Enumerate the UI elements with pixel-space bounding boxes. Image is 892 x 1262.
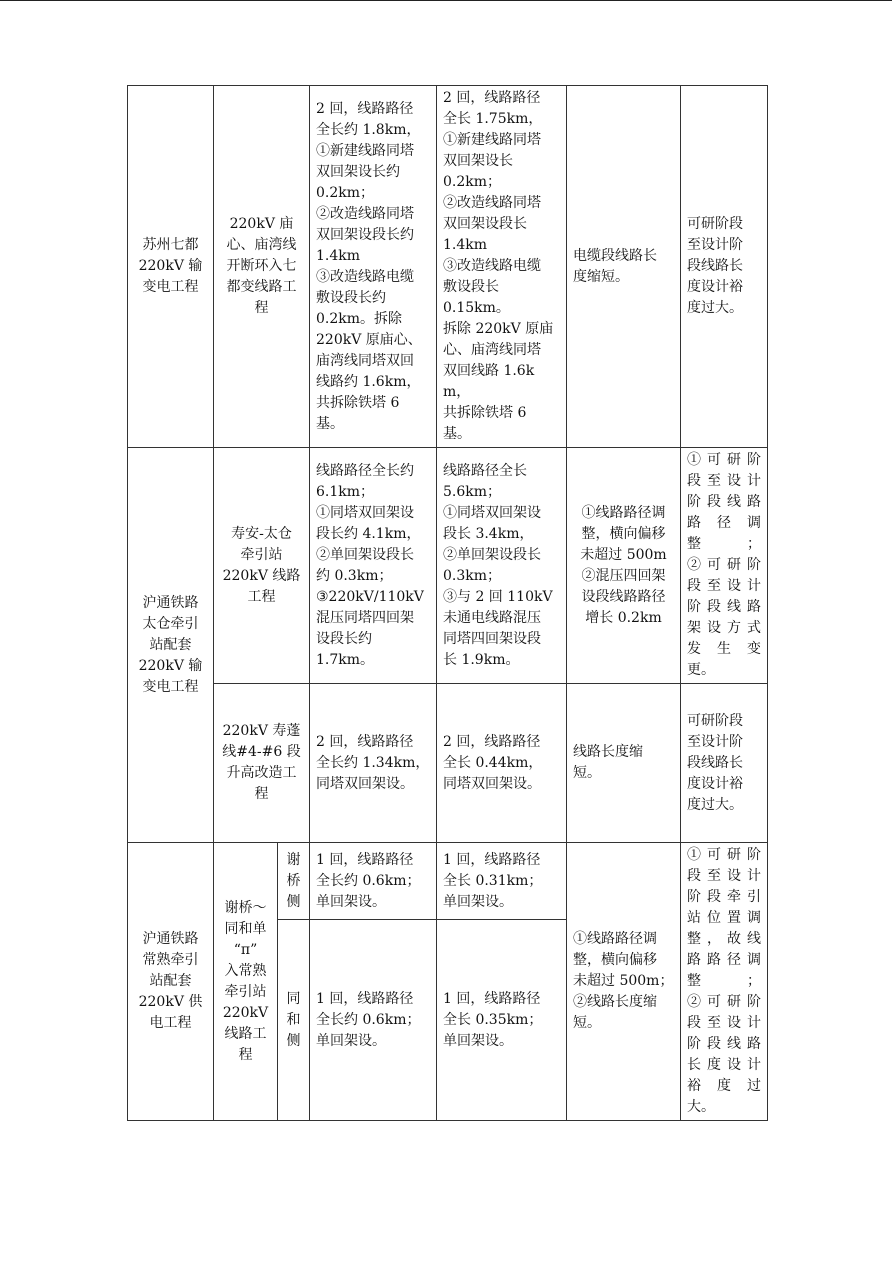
cell-text-line: 至设计阶 bbox=[687, 733, 743, 750]
cell-text-line: 牵引站 bbox=[240, 546, 283, 563]
table-row bbox=[128, 684, 768, 843]
cell-text-line: 段至设计 bbox=[687, 578, 761, 594]
cell-text-line: ①新建线路同塔 bbox=[443, 132, 541, 148]
cell-text-line: 心、庙湾线 bbox=[226, 237, 297, 253]
cell-text-line: 1 回，线路路径 bbox=[316, 851, 414, 868]
cell-text-line: 未超过 500m bbox=[580, 546, 667, 563]
table-row bbox=[128, 843, 768, 920]
line-name-cell bbox=[214, 448, 310, 684]
cell-text-line: ③220kV/110kV bbox=[316, 588, 424, 605]
cell-text-line: ①可研阶 bbox=[687, 452, 761, 468]
cell-text-line: 段长约 4.1km， bbox=[316, 525, 421, 542]
cell-text-line: 基。 bbox=[316, 415, 344, 432]
cell-text-line: 220kV 供 bbox=[138, 994, 203, 1010]
cell-text-line: 单回架设。 bbox=[316, 1032, 386, 1049]
cell-text-line: ②混压四回架 bbox=[581, 567, 666, 584]
change-cell bbox=[567, 684, 681, 843]
cell-text-line: ①同塔双回架设 bbox=[443, 504, 541, 521]
change-cell bbox=[567, 448, 681, 684]
cell-text-line: 1.7km。 bbox=[316, 651, 375, 668]
cell-text-line: 约 0.3km； bbox=[316, 567, 393, 584]
cell-text-line: 1 回，线路路径 bbox=[316, 990, 414, 1007]
cell-text-line: ②线路长度缩 bbox=[573, 994, 657, 1010]
cell-text-line: 1 回，线路路径 bbox=[443, 990, 541, 1007]
cell-text-line: 短。 bbox=[573, 1015, 601, 1031]
cell-text-line: 站配套 bbox=[149, 636, 192, 653]
cell-text-line: 开断环入七 bbox=[226, 258, 297, 274]
cell-text-line: 沪通铁路 bbox=[142, 931, 199, 947]
cell-text-line: 双回线路 1.6km， bbox=[443, 363, 535, 400]
cell-text-line: 苏州七都 bbox=[142, 237, 199, 253]
side-label-cell bbox=[278, 920, 310, 1121]
reason-cell bbox=[681, 684, 768, 843]
cell-text-line: 6.1km； bbox=[316, 483, 375, 500]
cell-text-line: 阶段牵引 bbox=[687, 889, 761, 905]
cell-text-line: 度缩短。 bbox=[573, 268, 629, 285]
cell-text-line: 长 1.9km。 bbox=[443, 651, 520, 668]
table-row bbox=[128, 86, 768, 448]
cell-text-line: 增长 0.2km bbox=[585, 609, 662, 626]
cell-text-line: 0.15km。 bbox=[443, 300, 510, 316]
cell-text-line: 敷设段长 bbox=[443, 279, 499, 295]
change-cell bbox=[567, 86, 681, 448]
cell-text-line: 整，故线 bbox=[687, 931, 761, 947]
cell-text-line: 谢 bbox=[286, 851, 301, 868]
cell-text-line: 变电工程 bbox=[142, 279, 199, 295]
cell-text-line: 全长 0.35km； bbox=[443, 1011, 543, 1028]
cell-text-line: 线路长度缩 bbox=[573, 744, 643, 760]
cell-text-line: 整，横向偏移 bbox=[573, 952, 657, 968]
project-change-table bbox=[127, 85, 768, 1121]
cell-text-line: 全长约 1.34km， bbox=[316, 754, 430, 771]
page-top-rule bbox=[0, 0, 892, 1]
cell-text-line: ②单回架设段长 bbox=[316, 546, 414, 563]
cell-text-line: 站配套 bbox=[149, 973, 192, 989]
cell-text-line: 整，横向偏移 bbox=[581, 525, 666, 542]
cell-text-line: 全长约 0.6km； bbox=[316, 1011, 421, 1028]
cell-text-line: ①可研阶 bbox=[687, 847, 761, 863]
cell-text-line: 发 生 变 bbox=[687, 641, 761, 657]
cell-text-line: 0.2km。拆除 bbox=[316, 310, 403, 327]
cell-text-line: 心、庙湾线同塔 bbox=[443, 342, 541, 358]
cell-text-line: 单回架设。 bbox=[316, 893, 386, 910]
cell-text-line: 2 回，线路路径 bbox=[316, 100, 414, 117]
cell-text-line: 0.2km； bbox=[443, 174, 502, 190]
cell-text-line: 同塔双回架设。 bbox=[316, 775, 414, 792]
cell-text-line: 220kV 原庙心、 bbox=[316, 331, 422, 348]
cell-text-line: 段长 3.4km， bbox=[443, 525, 534, 542]
cell-text-line: 桥 bbox=[286, 872, 301, 889]
cell-text-line: ①新建线路同塔 bbox=[316, 142, 414, 159]
cell-text-line: 太仓牵引 bbox=[142, 615, 199, 632]
cell-text-line: 度过大。 bbox=[687, 796, 743, 813]
stage1-scale-cell bbox=[310, 448, 437, 684]
cell-text-line: 混压同塔四回架 bbox=[316, 609, 414, 626]
stage1-scale-cell bbox=[310, 920, 437, 1121]
cell-text-line: 2 回，线路路径 bbox=[443, 90, 541, 106]
cell-text-line: 可研阶段 bbox=[687, 216, 743, 232]
cell-text-line: 220kV bbox=[222, 1004, 269, 1021]
cell-text-line: 站位置调 bbox=[687, 910, 761, 926]
cell-text-line: “π” bbox=[233, 941, 258, 958]
cell-text-line: 同塔双回架设。 bbox=[443, 775, 541, 792]
cell-text-line: 双回架设段长 bbox=[443, 216, 527, 232]
cell-text-line: 线路路径全长约 bbox=[316, 462, 414, 479]
cell-text-line: 敷设段长约 bbox=[316, 289, 386, 306]
cell-text-line: 未通电线路混压 bbox=[443, 609, 541, 626]
cell-text-line: 程 bbox=[254, 300, 269, 316]
cell-text-line: 短。 bbox=[573, 765, 601, 781]
stage1-scale-cell bbox=[310, 843, 437, 920]
cell-text-line: 段至设计 bbox=[687, 868, 761, 884]
cell-text-line: 线路工 bbox=[224, 1025, 267, 1042]
cell-text-line: 单回架设。 bbox=[443, 1032, 513, 1049]
cell-text-line: 度设计裕 bbox=[687, 775, 743, 792]
cell-text-line: 全长 0.44km， bbox=[443, 754, 543, 771]
cell-text-line: 工程 bbox=[247, 588, 276, 605]
cell-text-line: 裕 度 过 bbox=[687, 1078, 761, 1094]
cell-text-line: 线路路径全长 bbox=[443, 462, 527, 479]
cell-text-line: 220kV 线路 bbox=[222, 567, 301, 584]
cell-text-line: ①同塔双回架设 bbox=[316, 504, 414, 521]
cell-text-line: 侧 bbox=[286, 1032, 301, 1049]
stage2-scale-cell bbox=[437, 920, 567, 1121]
cell-text-line: 同 bbox=[286, 990, 301, 1007]
stage2-scale-cell bbox=[437, 86, 567, 448]
stage2-scale-cell bbox=[437, 843, 567, 920]
cell-text-line: ①线路路径调 bbox=[573, 931, 657, 947]
cell-text-line: 路 径 调 bbox=[687, 515, 761, 531]
cell-text-line: 1 回，线路路径 bbox=[443, 851, 541, 868]
cell-text-line: 可研阶段 bbox=[687, 712, 743, 729]
cell-text-line: 度过大。 bbox=[687, 300, 743, 316]
line-name-cell bbox=[214, 86, 310, 448]
cell-text-line: ②可研阶 bbox=[687, 557, 761, 573]
cell-text-line: 更。 bbox=[687, 662, 715, 678]
cell-text-line: 1.4km bbox=[316, 247, 361, 264]
cell-text-line: 全长 1.75km， bbox=[443, 111, 543, 127]
reason-cell bbox=[681, 843, 768, 1121]
cell-text-line: 220kV 输 bbox=[138, 258, 203, 274]
stage1-scale-cell bbox=[310, 684, 437, 843]
cell-text-line: ②改造线路同塔 bbox=[316, 205, 414, 222]
cell-text-line: 220kV 寿蓬 bbox=[222, 723, 301, 739]
stage1-scale-cell bbox=[310, 86, 437, 448]
cell-text-line: 入常熟 bbox=[224, 962, 267, 979]
cell-text-line: 设段长约 bbox=[316, 630, 372, 647]
cell-text-line: 段至设计 bbox=[687, 1015, 761, 1031]
cell-text-line: 电缆段线路长 bbox=[573, 247, 657, 264]
cell-text-line: 长度设计 bbox=[687, 1057, 761, 1073]
cell-text-line: 整； bbox=[687, 536, 761, 552]
cell-text-line: 程 bbox=[238, 1046, 253, 1063]
cell-text-line: 阶段线路 bbox=[687, 1036, 761, 1052]
cell-text-line: 双回架设段长约 bbox=[316, 226, 414, 243]
project-name-cell bbox=[128, 448, 214, 843]
cell-text-line: ③与 2 回 110kV bbox=[443, 588, 553, 605]
cell-text-line: 阶段线路 bbox=[687, 599, 761, 615]
cell-text-line: 升高改造工 bbox=[226, 765, 297, 781]
cell-text-line: 0.2km； bbox=[316, 184, 375, 201]
project-name-cell bbox=[128, 86, 214, 448]
cell-text-line: 5.6km； bbox=[443, 483, 502, 500]
line-name-cell bbox=[214, 843, 278, 1121]
cell-text-line: 段线路长 bbox=[687, 754, 743, 771]
reason-cell bbox=[681, 448, 768, 684]
cell-text-line: 2 回，线路路径 bbox=[316, 733, 414, 750]
cell-text-line: ②可研阶 bbox=[687, 994, 761, 1010]
cell-text-line: 阶段线路 bbox=[687, 494, 761, 510]
cell-text-line: 电工程 bbox=[149, 1015, 192, 1031]
cell-text-line: 线路约 1.6km， bbox=[316, 373, 421, 390]
cell-text-line: 全长约 1.8km， bbox=[316, 121, 421, 138]
stage2-scale-cell bbox=[437, 684, 567, 843]
line-name-cell bbox=[214, 684, 310, 843]
cell-text-line: 沪通铁路 bbox=[142, 594, 199, 611]
cell-text-line: 牵引站 bbox=[224, 983, 267, 1000]
cell-text-line: 双回架设长 bbox=[443, 153, 513, 169]
cell-text-line: 寿安-太仓 bbox=[231, 525, 292, 542]
cell-text-line: 架设方式 bbox=[687, 620, 761, 636]
cell-text-line: 段线路长 bbox=[687, 258, 743, 274]
cell-text-line: 全长约 0.6km； bbox=[316, 872, 421, 889]
cell-text-line: 大。 bbox=[687, 1099, 715, 1115]
cell-text-line: 谢桥～ bbox=[224, 899, 267, 916]
reason-cell bbox=[681, 86, 768, 448]
cell-text-line: 全长 0.31km； bbox=[443, 872, 543, 889]
cell-text-line: 变电工程 bbox=[142, 678, 199, 695]
cell-text-line: 220kV 庙 bbox=[229, 216, 294, 232]
side-label-cell bbox=[278, 843, 310, 920]
cell-text-line: 侧 bbox=[286, 893, 301, 910]
cell-text-line: ③改造线路电缆 bbox=[443, 258, 541, 274]
cell-text-line: ②改造线路同塔 bbox=[443, 195, 541, 211]
cell-text-line: 整； bbox=[687, 973, 761, 989]
stage2-scale-cell bbox=[437, 448, 567, 684]
cell-text-line: 拆除 220kV 原庙 bbox=[443, 321, 554, 337]
cell-text-line: 220kV 输 bbox=[138, 657, 203, 674]
cell-text-line: 同和单 bbox=[224, 920, 267, 937]
cell-text-line: 同塔四回架设段 bbox=[443, 630, 541, 647]
cell-text-line: 单回架设。 bbox=[443, 893, 513, 910]
cell-text-line: 未超过 500m； bbox=[573, 973, 674, 989]
cell-text-line: 线#4-#6 段 bbox=[222, 744, 301, 760]
cell-text-line: 基。 bbox=[443, 426, 471, 442]
cell-text-line: 庙湾线同塔双回 bbox=[316, 352, 414, 369]
cell-text-line: 双回架设长约 bbox=[316, 163, 400, 180]
change-cell bbox=[567, 843, 681, 1121]
cell-text-line: 1.4km bbox=[443, 237, 488, 253]
cell-text-line: 路路径调 bbox=[687, 952, 761, 968]
cell-text-line: 0.3km； bbox=[443, 567, 502, 584]
cell-text-line: ②单回架设段长 bbox=[443, 546, 541, 563]
cell-text-line: 共拆除铁塔 6 bbox=[316, 394, 400, 411]
cell-text-line: 设段线路路径 bbox=[581, 588, 666, 605]
cell-text-line: 程 bbox=[254, 786, 269, 802]
cell-text-line: ①线路路径调 bbox=[581, 504, 666, 521]
cell-text-line: 至设计阶 bbox=[687, 237, 743, 253]
cell-text-line: 共拆除铁塔 6 bbox=[443, 405, 527, 421]
table-row bbox=[128, 448, 768, 684]
cell-text-line: 常熟牵引 bbox=[142, 952, 199, 968]
cell-text-line: 段至设计 bbox=[687, 473, 761, 489]
cell-text-line: 2 回，线路路径 bbox=[443, 733, 541, 750]
cell-text-line: 和 bbox=[286, 1011, 301, 1028]
project-name-cell bbox=[128, 843, 214, 1121]
cell-text-line: 度设计裕 bbox=[687, 279, 743, 295]
cell-text-line: 都变线路工 bbox=[226, 279, 297, 295]
cell-text-line: ③改造线路电缆 bbox=[316, 268, 414, 285]
